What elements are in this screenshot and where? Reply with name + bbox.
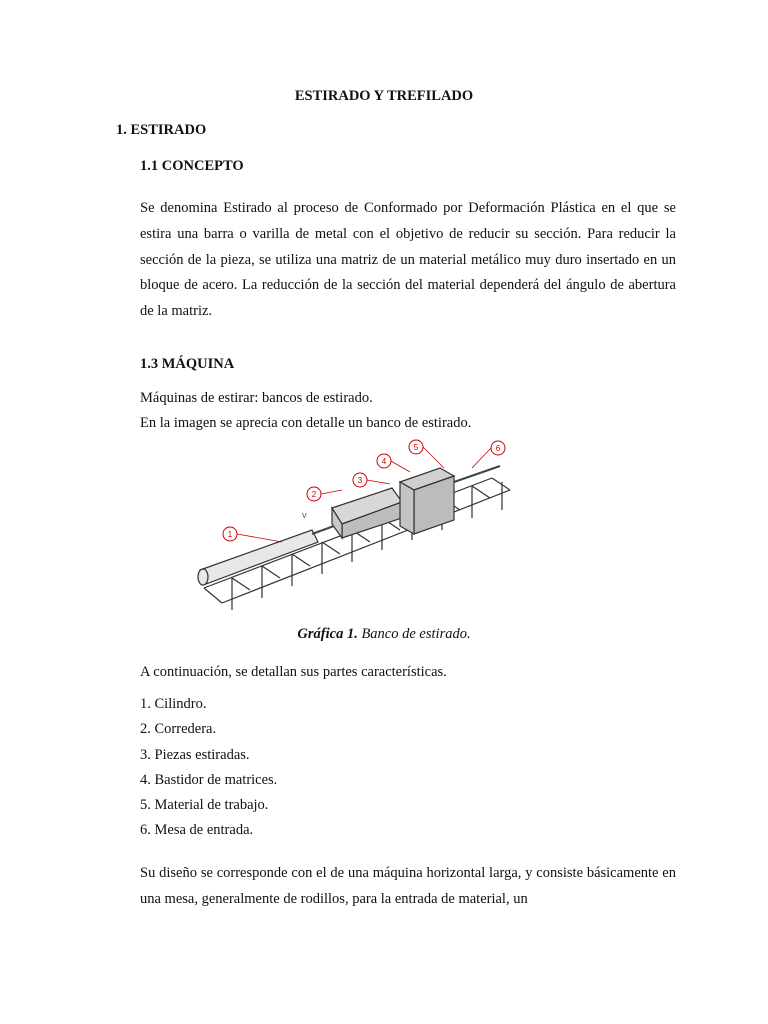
svg-text:5: 5	[413, 443, 419, 452]
subsection-heading-concepto: 1.1 CONCEPTO	[140, 158, 244, 174]
svg-text:3: 3	[357, 476, 363, 485]
callout-2	[307, 487, 342, 501]
list-item: 1. Cilindro.	[140, 696, 207, 712]
list-item: 6. Mesa de entrada.	[140, 822, 254, 839]
section-heading-estirado: 1. ESTIRADO	[116, 122, 207, 138]
design-paragraph: Su diseño se corresponde con el de una máquina horizontal larga, y consiste básicamente en una mesa, generalmente de rodillos, para la entrada de material, un	[140, 865, 676, 907]
svg-text:6: 6	[495, 444, 501, 453]
document-title: ESTIRADO Y TREFILADO	[294, 88, 474, 104]
callout-4	[377, 454, 410, 472]
list-item: 3. Piezas estiradas.	[140, 746, 250, 763]
caption-text: Banco de estirado.	[357, 626, 471, 642]
velocity-label: V	[302, 513, 307, 520]
callout-5	[409, 440, 444, 468]
list-item: 2. Corredera.	[140, 721, 217, 738]
figure-caption	[0, 626, 768, 643]
list-item: 5. Material de trabajo.	[140, 797, 269, 814]
subsection-heading-maquina: 1.3 MÁQUINA	[140, 356, 235, 372]
drawing-bench-illustration	[192, 438, 514, 614]
carriage-part	[332, 488, 402, 538]
machine-text-line-1: Máquinas de estirar: bancos de estirado.	[140, 390, 373, 406]
die-block-part	[400, 468, 454, 534]
concept-paragraph: Se denomina Estirado al proceso de Conformado por Deformación Plástica en el que se estira una barra o varilla de metal con el objetivo de reducir su sección. Para reducir la sección de la pieza, se utiliza una matriz de un material metálico muy duro insertado en un bloque de acero. La reducción de la sección del material dependerá del ángulo de abertura de la matriz.	[140, 200, 676, 320]
parts-intro: A continuación, se detallan sus partes características.	[140, 664, 447, 680]
svg-text:1: 1	[227, 530, 233, 539]
list-item: 4. Bastidor de matrices.	[140, 771, 278, 788]
callout-6	[472, 441, 505, 468]
svg-text:4: 4	[381, 457, 387, 466]
cylinder-part	[198, 530, 318, 585]
callout-1	[223, 527, 282, 542]
caption-label: Gráfica 1.	[297, 626, 358, 642]
parts-list	[140, 696, 277, 848]
svg-text:2: 2	[311, 490, 317, 499]
machine-text-line-2: En la imagen se aprecia con detalle un banco de estirado.	[140, 415, 472, 431]
callout-3	[353, 473, 390, 487]
